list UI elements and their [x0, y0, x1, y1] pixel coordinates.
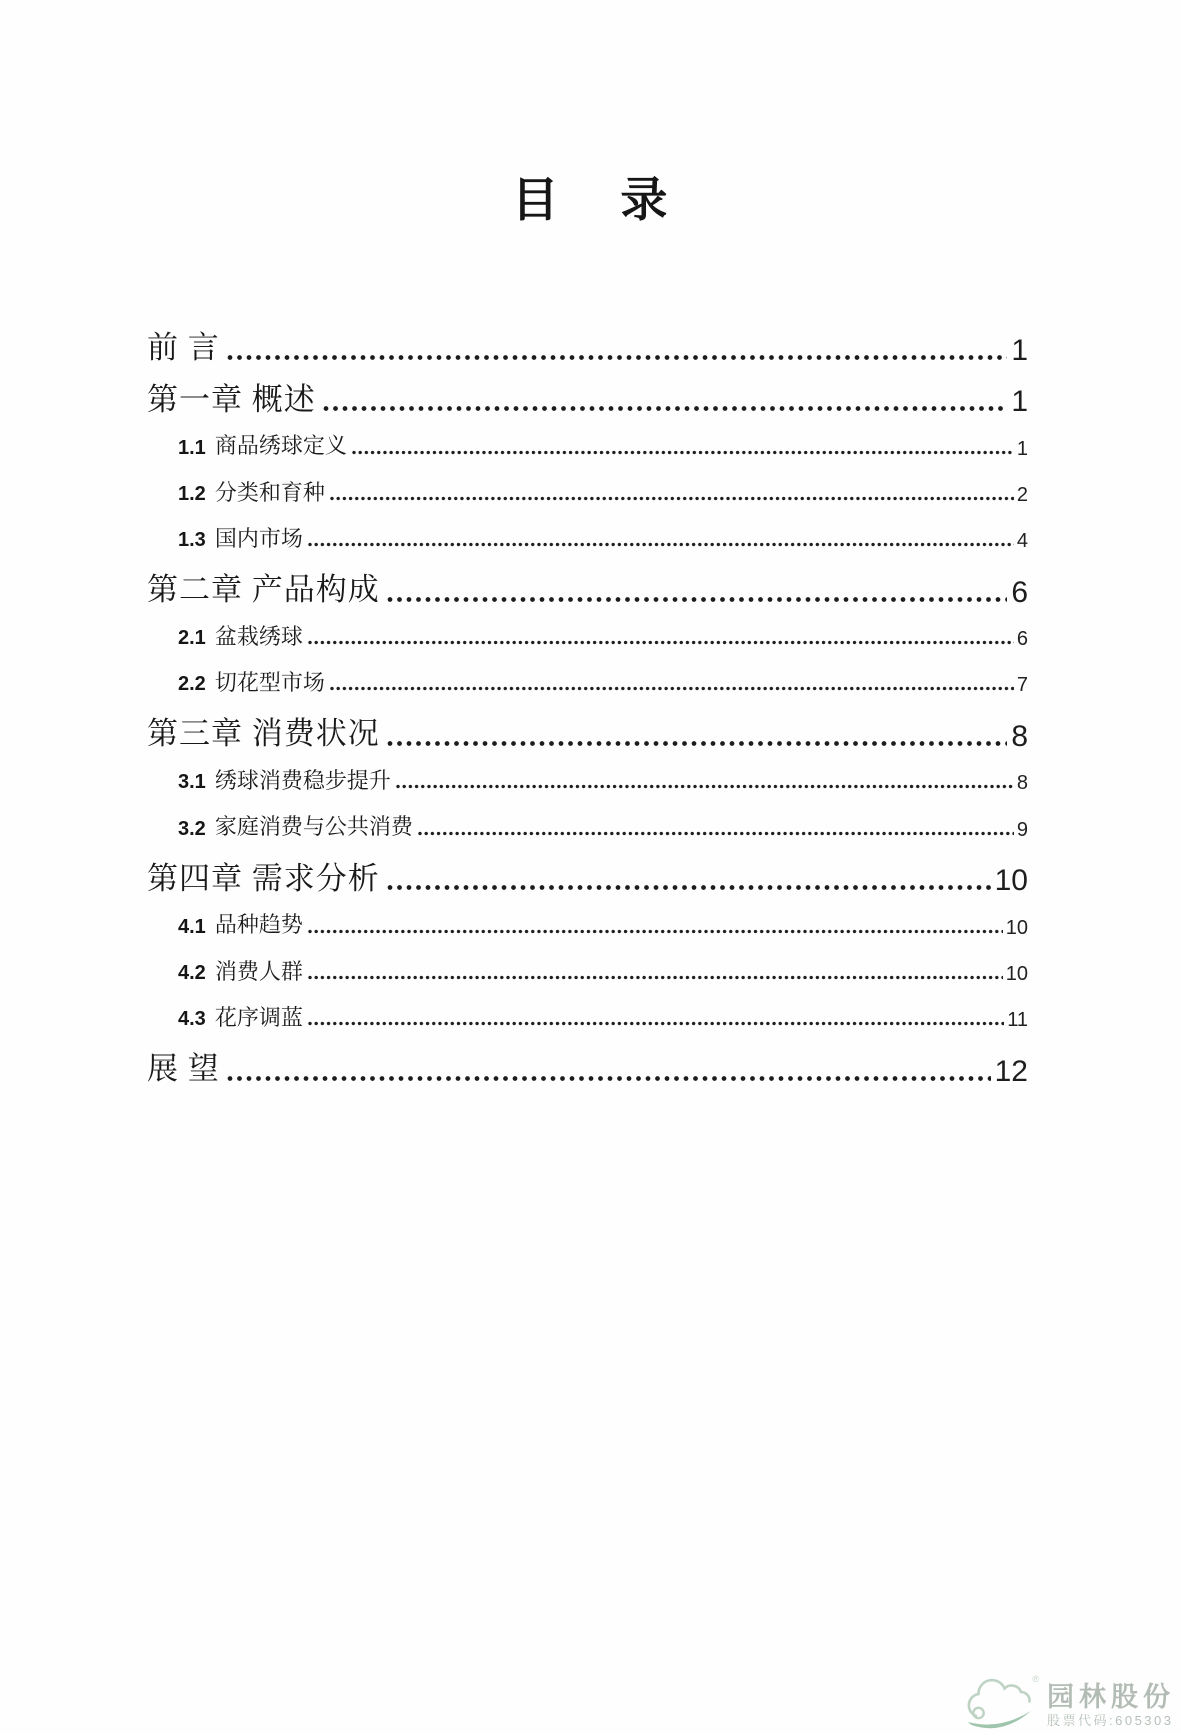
- toc-entry-title: 展 望: [147, 1051, 220, 1087]
- toc-entry-page: 8: [1016, 772, 1028, 795]
- dot-leader: [387, 883, 991, 892]
- toc-entry-page: 9: [1016, 818, 1028, 841]
- toc-entry-title: 品种趋势: [214, 912, 303, 938]
- dot-leader: [330, 495, 1014, 502]
- toc-entry-page: 11: [1007, 1009, 1028, 1032]
- stock-code: 股票代码:605303: [1047, 1713, 1174, 1729]
- toc-entry-3-1[interactable]: [147, 768, 1028, 793]
- toc-entry-number: 4.1: [178, 915, 206, 938]
- toc-entry-foreword[interactable]: [147, 330, 1028, 366]
- toc-entry-page: 1: [1011, 385, 1028, 419]
- table-of-contents: [147, 318, 1028, 1103]
- toc-entry-number: 4.3: [178, 1008, 206, 1031]
- toc-entry-title: 第三章 消费状况: [147, 716, 380, 752]
- toc-entry-page: 1: [1016, 437, 1028, 460]
- toc-entry-title: 国内市场: [214, 525, 303, 551]
- cloud-leaf-logo-icon: [961, 1674, 1041, 1731]
- toc-entry-page: 6: [1016, 628, 1028, 651]
- dot-leader: [387, 595, 1008, 604]
- toc-entry-1-1[interactable]: [147, 433, 1028, 458]
- toc-entry-4-2[interactable]: [147, 959, 1028, 984]
- dot-leader: [418, 830, 1014, 837]
- toc-entry-number: 1.1: [178, 436, 206, 459]
- toc-entry-title: 消费人群: [214, 958, 303, 984]
- toc-entry-number: 4.2: [178, 961, 206, 984]
- toc-entry-title: 商品绣球定义: [214, 433, 347, 459]
- toc-entry-title: 花序调蓝: [214, 1004, 303, 1030]
- toc-entry-1-2[interactable]: [147, 480, 1028, 505]
- toc-entry-1-3[interactable]: [147, 526, 1028, 551]
- toc-entry-title: 分类和育种: [214, 479, 325, 505]
- toc-entry-chapter-3[interactable]: [147, 716, 1028, 752]
- toc-entry-title: 第二章 产品构成: [147, 572, 380, 608]
- dot-leader: [308, 541, 1014, 548]
- toc-entry-number: 3.2: [178, 817, 206, 840]
- toc-entry-4-1[interactable]: [147, 912, 1028, 937]
- dot-leader: [330, 685, 1014, 692]
- registered-mark: ®: [1032, 1674, 1039, 1684]
- toc-entry-number: 2.1: [178, 627, 206, 650]
- dot-leader: [387, 739, 1008, 748]
- dot-leader: [227, 353, 1008, 362]
- page-title: 目 录: [511, 175, 670, 227]
- toc-entry-number: 2.2: [178, 673, 206, 696]
- toc-entry-page: 10: [994, 864, 1028, 898]
- toc-entry-title: 第一章 概述: [147, 381, 316, 417]
- toc-entry-page: 10: [1005, 916, 1028, 939]
- company-name: 园林股份: [1047, 1682, 1175, 1713]
- toc-entry-4-3[interactable]: [147, 1005, 1028, 1030]
- toc-entry-title: 前 言: [147, 330, 220, 365]
- dot-leader: [308, 974, 1003, 981]
- toc-entry-title: 切花型市场: [214, 670, 325, 696]
- toc-entry-title: 盆栽绣球: [214, 623, 303, 649]
- dot-leader: [308, 1020, 1004, 1027]
- toc-entry-title: 第四章 需求分析: [147, 860, 380, 896]
- watermark-text: [1047, 1683, 1175, 1731]
- toc-entry-page: 2: [1016, 483, 1028, 506]
- toc-entry-title: 绣球消费稳步提升: [214, 768, 391, 794]
- toc-entry-chapter-1[interactable]: [147, 382, 1028, 418]
- toc-entry-number: 1.2: [178, 482, 206, 505]
- toc-entry-page: 10: [1005, 962, 1028, 985]
- dot-leader: [227, 1074, 991, 1083]
- toc-entry-page: 7: [1016, 674, 1028, 697]
- toc-entry-3-2[interactable]: [147, 814, 1028, 839]
- toc-entry-page: 1: [1011, 333, 1028, 367]
- dot-leader: [323, 404, 1008, 413]
- dot-leader: [352, 449, 1014, 456]
- dot-leader: [308, 928, 1003, 935]
- toc-entry-number: 3.1: [178, 771, 206, 794]
- dot-leader: [396, 783, 1014, 790]
- toc-entry-2-2[interactable]: [147, 670, 1028, 695]
- toc-entry-page: 6: [1011, 575, 1028, 609]
- toc-entry-outlook[interactable]: [147, 1051, 1028, 1087]
- toc-entry-number: 1.3: [178, 529, 206, 552]
- toc-entry-chapter-4[interactable]: [147, 861, 1028, 897]
- toc-entry-title: 家庭消费与公共消费: [214, 814, 413, 840]
- toc-entry-page: 8: [1011, 720, 1028, 754]
- dot-leader: [308, 639, 1014, 646]
- toc-entry-page: 12: [994, 1054, 1028, 1088]
- toc-entry-chapter-2[interactable]: [147, 572, 1028, 608]
- toc-entry-page: 4: [1016, 530, 1028, 553]
- toc-entry-2-1[interactable]: [147, 624, 1028, 649]
- company-watermark: [961, 1674, 1175, 1731]
